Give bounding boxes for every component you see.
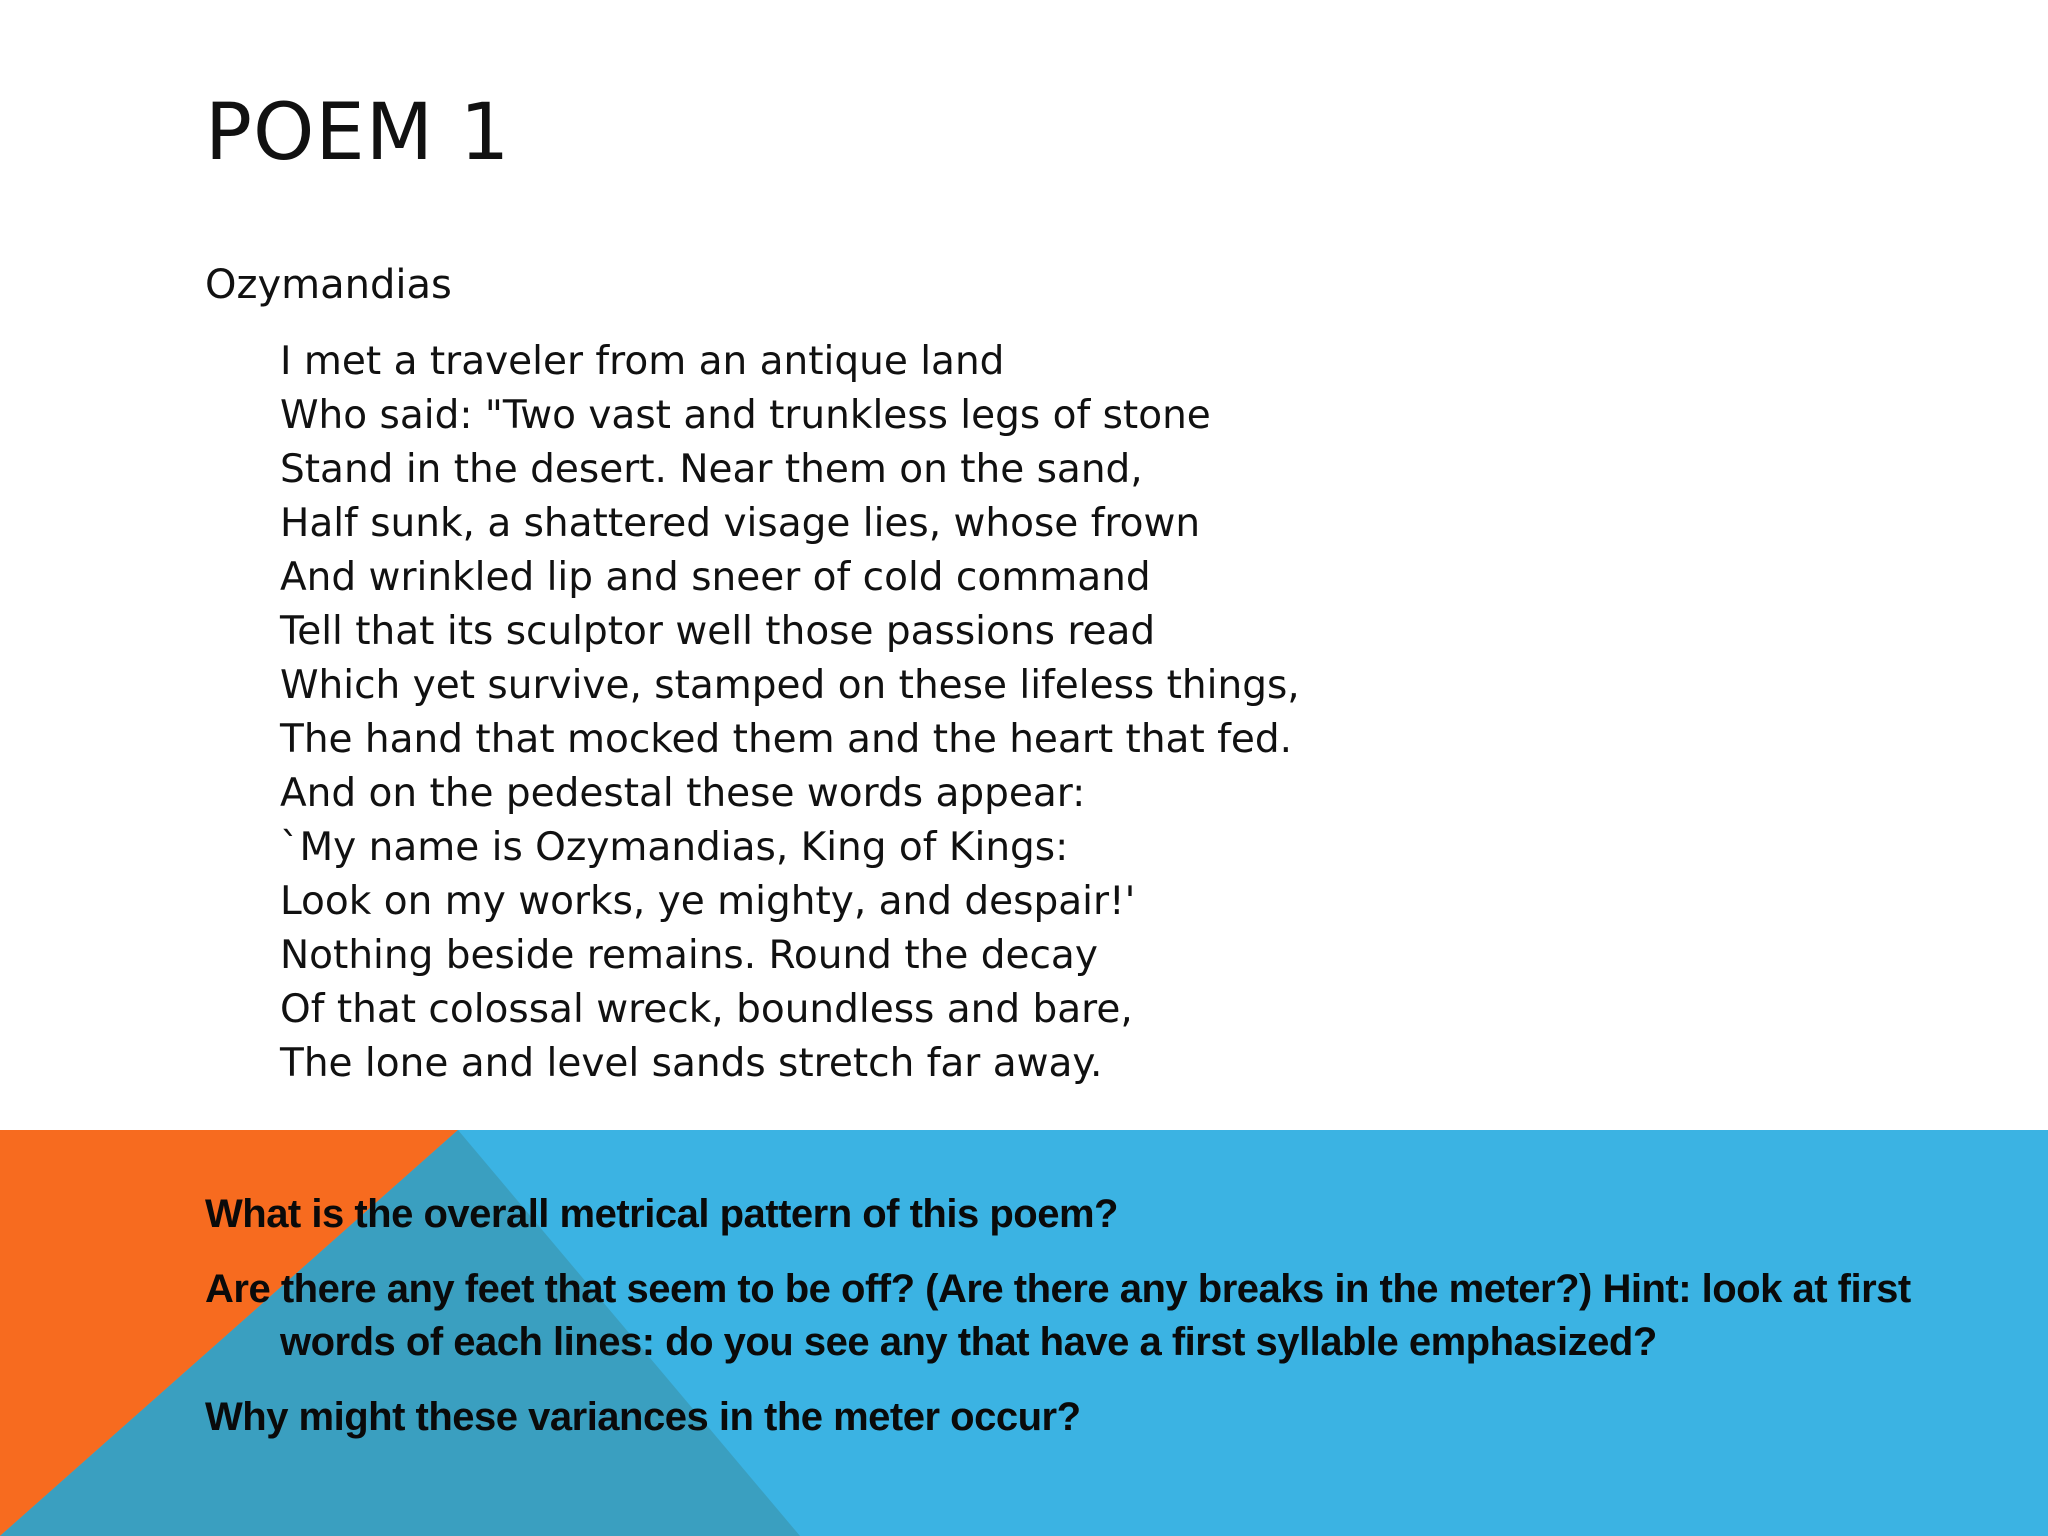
poem-line: The lone and level sands stretch far away. [280,1041,1103,1086]
poem-line: Look on my works, ye mighty, and despair!' [280,879,1136,924]
poem-line: Tell that its sculptor well those passions read [280,609,1156,654]
poem-line: I met a traveler from an antique land [280,339,1005,384]
poem-line: The hand that mocked them and the heart that fed. [280,717,1293,762]
poem-line: Who said: "Two vast and trunkless legs of stone [280,393,1211,438]
poem-line: Nothing beside remains. Round the decay [280,933,1098,978]
poem-line: Which yet survive, stamped on these lifeless things, [280,663,1300,708]
poem-line: Of that colossal wreck, boundless and bare, [280,987,1133,1032]
discussion-questions [205,1188,2025,1466]
poem-line: `My name is Ozymandias, King of Kings: [280,825,1069,870]
poem-body [280,335,1300,1091]
question-item: What is the overall metrical pattern of this poem? [205,1192,1118,1236]
poem-line: Stand in the desert. Near them on the sand, [280,447,1143,492]
poem-line: And wrinkled lip and sneer of cold command [280,555,1151,600]
poem-line: Half sunk, a shattered visage lies, whose frown [280,501,1201,546]
poem-line: And on the pedestal these words appear: [280,771,1086,816]
question-item: Are there any feet that seem to be off? (Are there any breaks in the meter?) Hint: look at first words of each lines: do you see any that have a first syllable emphasized? [205,1267,1911,1364]
question-item: Why might these variances in the meter occur? [205,1395,1081,1439]
poem-title: Ozymandias [205,262,452,308]
slide-title: POEM 1 [205,88,511,178]
